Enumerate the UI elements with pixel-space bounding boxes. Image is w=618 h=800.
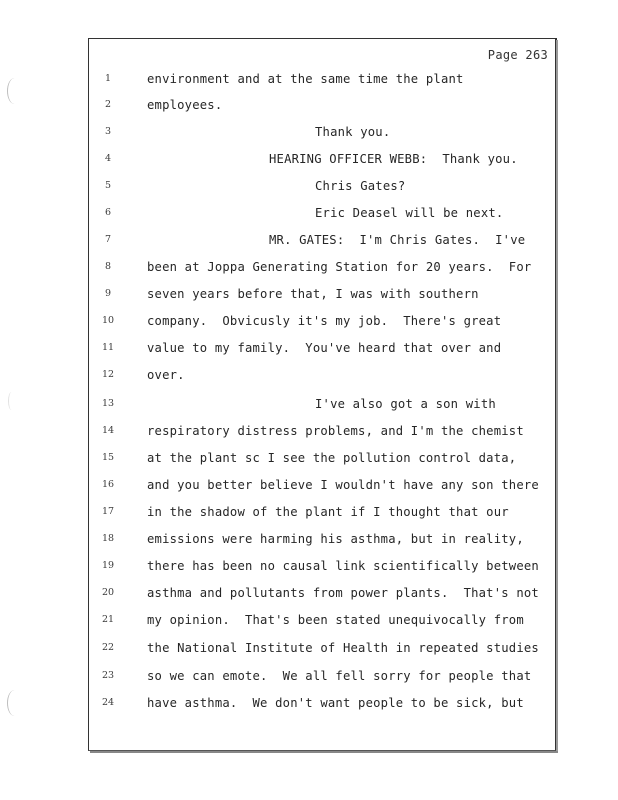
frame-shadow-bottom xyxy=(90,751,558,753)
transcript-line: my opinion. That's been stated unequivocally from xyxy=(147,613,524,627)
line-number: 9 xyxy=(104,288,112,299)
transcript-line: at the plant sc I see the pollution control data, xyxy=(147,451,517,465)
line-number: 4 xyxy=(104,153,112,164)
transcript-line: Thank you. xyxy=(315,125,391,139)
transcript-line: company. Obvicusly it's my job. There's great xyxy=(147,314,502,328)
line-number: 6 xyxy=(104,207,112,218)
transcript-line: Eric Deasel will be next. xyxy=(315,206,504,220)
line-number: 20 xyxy=(101,587,115,598)
line-number: 13 xyxy=(101,398,115,409)
scan-artifact-middle xyxy=(8,392,15,410)
transcript-line: asthma and pollutants from power plants. That's not xyxy=(147,586,539,600)
frame-shadow-right xyxy=(556,40,558,752)
transcript-line: there has been no causal link scientifically between xyxy=(147,559,539,573)
line-number: 18 xyxy=(101,533,115,544)
transcript-line: HEARING OFFICER WEBB: Thank you. xyxy=(269,152,518,166)
line-number: 21 xyxy=(101,614,115,625)
transcript-line: have asthma. We don't want people to be sick, but xyxy=(147,696,524,710)
transcript-line: value to my family. You've heard that over and xyxy=(147,341,502,355)
transcript-line: seven years before that, I was with southern xyxy=(147,287,479,301)
line-number: 11 xyxy=(101,342,115,353)
line-number: 19 xyxy=(101,560,115,571)
line-number: 14 xyxy=(101,425,115,436)
transcript-line: Chris Gates? xyxy=(315,179,406,193)
transcript-line: I've also got a son with xyxy=(315,397,496,411)
line-number: 24 xyxy=(101,697,115,708)
scan-artifact-top xyxy=(7,78,22,104)
line-number: 12 xyxy=(101,369,115,380)
transcript-line: employees. xyxy=(147,98,223,112)
transcript-line: and you better believe I wouldn't have any son there xyxy=(147,478,539,492)
line-number: 10 xyxy=(101,315,115,326)
transcript-line: respiratory distress problems, and I'm the chemist xyxy=(147,424,524,438)
line-number: 7 xyxy=(104,234,112,245)
transcript-line: environment and at the same time the plant xyxy=(147,72,464,86)
line-number: 5 xyxy=(104,180,112,191)
line-number: 16 xyxy=(101,479,115,490)
line-number: 2 xyxy=(104,99,112,110)
scan-artifact-bottom xyxy=(7,690,22,716)
transcript-line: the National Institute of Health in repeated studies xyxy=(147,641,539,655)
line-number: 15 xyxy=(101,452,115,463)
line-number: 8 xyxy=(104,261,112,272)
line-number: 1 xyxy=(104,73,112,84)
transcript-line: MR. GATES: I'm Chris Gates. I've xyxy=(269,233,526,247)
page-number: Page 263 xyxy=(487,48,548,62)
transcript-line: in the shadow of the plant if I thought that our xyxy=(147,505,509,519)
line-number: 17 xyxy=(101,506,115,517)
line-number: 22 xyxy=(101,642,115,653)
transcript-line: so we can emote. We all fell sorry for people that xyxy=(147,669,532,683)
transcript-line: emissions were harming his asthma, but in reality, xyxy=(147,532,524,546)
line-number: 3 xyxy=(104,126,112,137)
transcript-line: been at Joppa Generating Station for 20 years. For xyxy=(147,260,532,274)
line-number: 23 xyxy=(101,670,115,681)
transcript-line: over. xyxy=(147,368,185,382)
